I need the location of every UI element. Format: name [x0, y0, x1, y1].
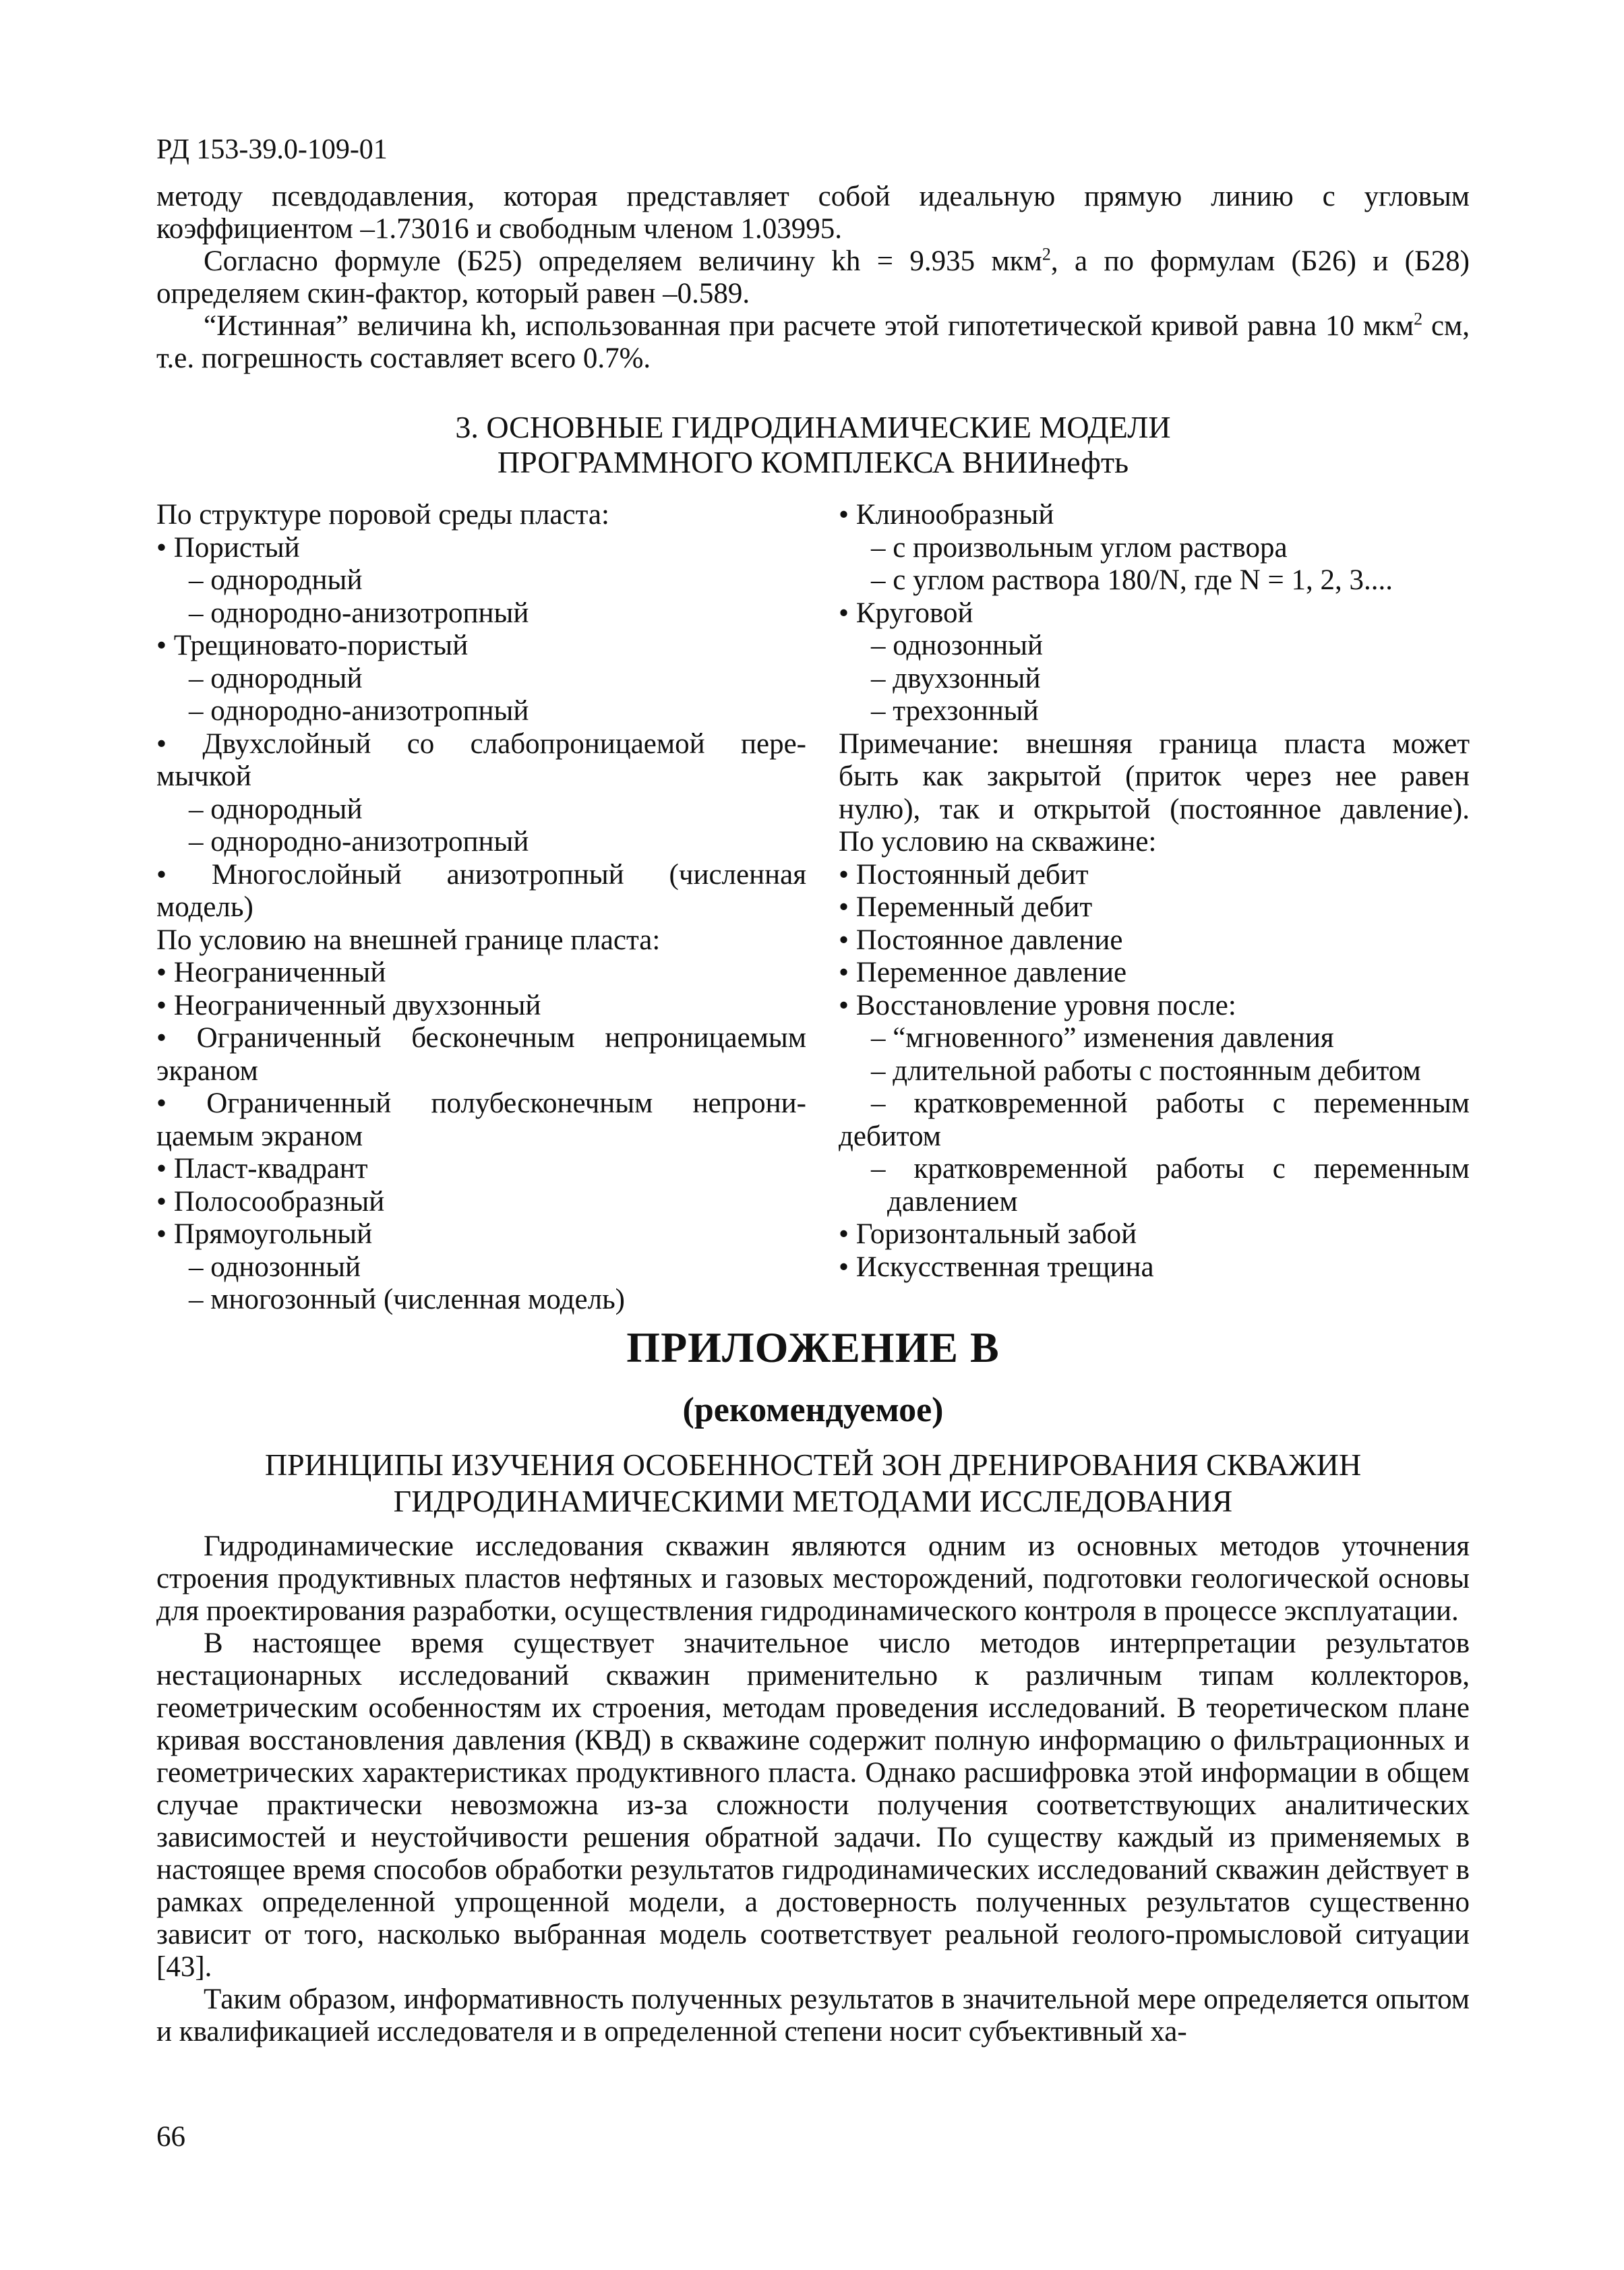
intro-paragraph-2 — [156, 245, 1470, 310]
intro-text — [156, 181, 1470, 375]
section-title — [156, 410, 1470, 480]
appendix-paragraph-3: Таким образом, информативность полученных результатов в значительной мере определяется опытом и квалификацией исследователя и в определенной степени носит субъективный ха- — [156, 1983, 1470, 2048]
list-subitem: – “мгновенного” изменения давления — [871, 1022, 1334, 1054]
list-subitem: – двухзонный — [871, 662, 1041, 694]
appendix-heading-line-1: ПРИНЦИПЫ ИЗУЧЕНИЯ ОСОБЕННОСТЕЙ ЗОН ДРЕНИРОВАНИЯ СКВАЖИН — [264, 1447, 1362, 1482]
appendix-body — [156, 1530, 1470, 2048]
list-item: • Ограниченный полубесконечным непрони- — [156, 1087, 806, 1119]
list-subitem: – кратковременной работы с переменным — [871, 1153, 1470, 1185]
list-item: • Искусственная трещина — [839, 1251, 1154, 1283]
superscript: 2 — [1042, 244, 1051, 264]
list-item: • Круговой — [839, 597, 973, 629]
appendix-heading-line-2: ГИДРОДИНАМИЧЕСКИМИ МЕТОДАМИ ИССЛЕДОВАНИЯ — [393, 1484, 1233, 1518]
list-subitem: – трехзонный — [871, 695, 1039, 727]
appendix-heading — [156, 1447, 1470, 1520]
list-item-cont: экраном — [156, 1054, 258, 1087]
list-item-cont: модель) — [156, 891, 253, 923]
list-item: • Пласт-квадрант — [156, 1153, 368, 1185]
list-heading: По структуре поровой среды пласта: — [156, 499, 609, 531]
list-item: • Полосообразный — [156, 1185, 385, 1218]
intro-paragraph-1: методу псевдодавления, которая представляет собой идеальную прямую линию с угловым коэффициентом –1.73016 и свободным членом 1.03995. — [156, 181, 1470, 245]
list-subitem-cont: давлением — [887, 1185, 1018, 1218]
document-code: РД 153-39.0-109-01 — [156, 134, 388, 165]
list-item: • Двухслойный со слабопроницаемой пере- — [156, 727, 806, 760]
list-subitem: – с произвольным углом раствора — [871, 531, 1288, 564]
list-item: • Трещиновато-пористый — [156, 630, 469, 661]
list-item: • Многослойный анизотропный (численная — [156, 858, 806, 891]
list-subitem: – длительной работы с постоянным дебитом — [871, 1054, 1421, 1087]
list-item: • Клинообразный — [839, 499, 1054, 531]
list-item: • Неограниченный — [156, 957, 386, 988]
page-number: 66 — [156, 2121, 185, 2153]
intro-p3-text-cont: см, т.е. погрешность составляет всего 0.7%. — [156, 310, 1470, 374]
superscript: 2 — [1414, 309, 1423, 329]
intro-paragraph-3 — [156, 310, 1470, 375]
left-column — [156, 499, 806, 1317]
list-item: • Постоянное давление — [839, 924, 1123, 956]
intro-p2-text: Согласно формуле (Б25) определяем величину kh = 9.935 мкм — [204, 245, 1042, 277]
note-line: быть как закрытой (приток через нее равен — [839, 760, 1470, 792]
intro-p3-text: “Истинная” величина kh, использованная при расчете этой гипотетической кривой равна 10 мкм — [204, 310, 1414, 342]
section-title-line-1: 3. ОСНОВНЫЕ ГИДРОДИНАМИЧЕСКИЕ МОДЕЛИ — [455, 410, 1171, 444]
appendix-paragraph-1: Гидродинамические исследования скважин являются одним из основных методов уточнения строения продуктивных пластов нефтяных и газовых месторождений, подготовки геологической основы для проектирования разработки, осуществления гидродинамического контроля в процессе эксплуатации. — [156, 1530, 1470, 1627]
list-item: • Восстановление уровня после: — [839, 989, 1236, 1021]
section-title-line-2: ПРОГРАММНОГО КОМПЛЕКСА ВНИИнефть — [497, 445, 1129, 479]
list-item: • Пористый — [156, 531, 300, 564]
list-subitem: – однородно-анизотропный — [189, 597, 529, 629]
list-item: • Постоянный дебит — [839, 858, 1089, 891]
appendix-title: ПРИЛОЖЕНИЕ В — [626, 1323, 1000, 1371]
list-item-cont: мычкой — [156, 760, 251, 792]
list-subitem: – однородно-анизотропный — [189, 695, 529, 727]
list-subitem: – однородный — [189, 662, 363, 694]
list-subitem: – кратковременной работы с переменным — [871, 1087, 1470, 1119]
list-subitem: – однозонный — [871, 630, 1044, 661]
right-column — [839, 499, 1470, 1284]
list-item-cont: цаемым экраном — [156, 1120, 363, 1152]
list-item: • Переменное давление — [839, 957, 1127, 988]
appendix-subtitle: (рекомендуемое) — [682, 1391, 944, 1429]
list-subitem-cont: дебитом — [839, 1120, 941, 1152]
list-item: • Горизонтальный забой — [839, 1218, 1137, 1250]
list-item: • Ограниченный бесконечным непроницаемым — [156, 1022, 806, 1054]
list-heading: По условию на внешней границе пласта: — [156, 924, 661, 956]
list-subitem: – однородный — [189, 564, 363, 596]
list-subitem: – многозонный (численная модель) — [189, 1284, 625, 1315]
list-subitem: – с углом раствора 180/N, где N = 1, 2, 3.... — [871, 564, 1393, 596]
list-subitem: – однородный — [189, 793, 363, 825]
note-line: Примечание: внешняя граница пласта может — [839, 727, 1470, 760]
intro-p2-text-cont: , а по формулам (Б26) и (Б28) определяем скин-фактор, который равен –0.589. — [156, 245, 1470, 309]
note-line: нулю), так и открытой (постоянное давление). — [839, 793, 1470, 825]
list-item: • Прямоугольный — [156, 1218, 373, 1250]
appendix-paragraph-2: В настоящее время существует значительное число методов интерпретации результатов нестационарных исследований скважин применительно к различным типам коллекторов, геометрическим особенностям их строения, методам проведения исследований. В теоретическом плане кривая восстановления давления (КВД) в скважине содержит полную информацию о фильтрационных и геометрических характеристиках продуктивного пласта. Однако расшифровка этой информации в общем случае практически невозможна из-за сложности получения соответствующих аналитических зависимостей и неустойчивости решения обратной задачи. По существу каждый из применяемых в настоящее время способов обработки результатов гидродинамических исследований скважин действует в рамках определенной упрощенной модели, а достоверность полученных результатов существенно зависит от того, насколько выбранная модель соответствует реальной геолого-промысловой ситуации [43]. — [156, 1627, 1470, 1983]
list-subitem: – однородно-анизотропный — [189, 826, 529, 858]
list-subitem: – однозонный — [189, 1251, 361, 1283]
list-item: • Неограниченный двухзонный — [156, 989, 541, 1021]
list-heading: По условию на скважине: — [839, 826, 1157, 858]
list-item: • Переменный дебит — [839, 891, 1093, 923]
